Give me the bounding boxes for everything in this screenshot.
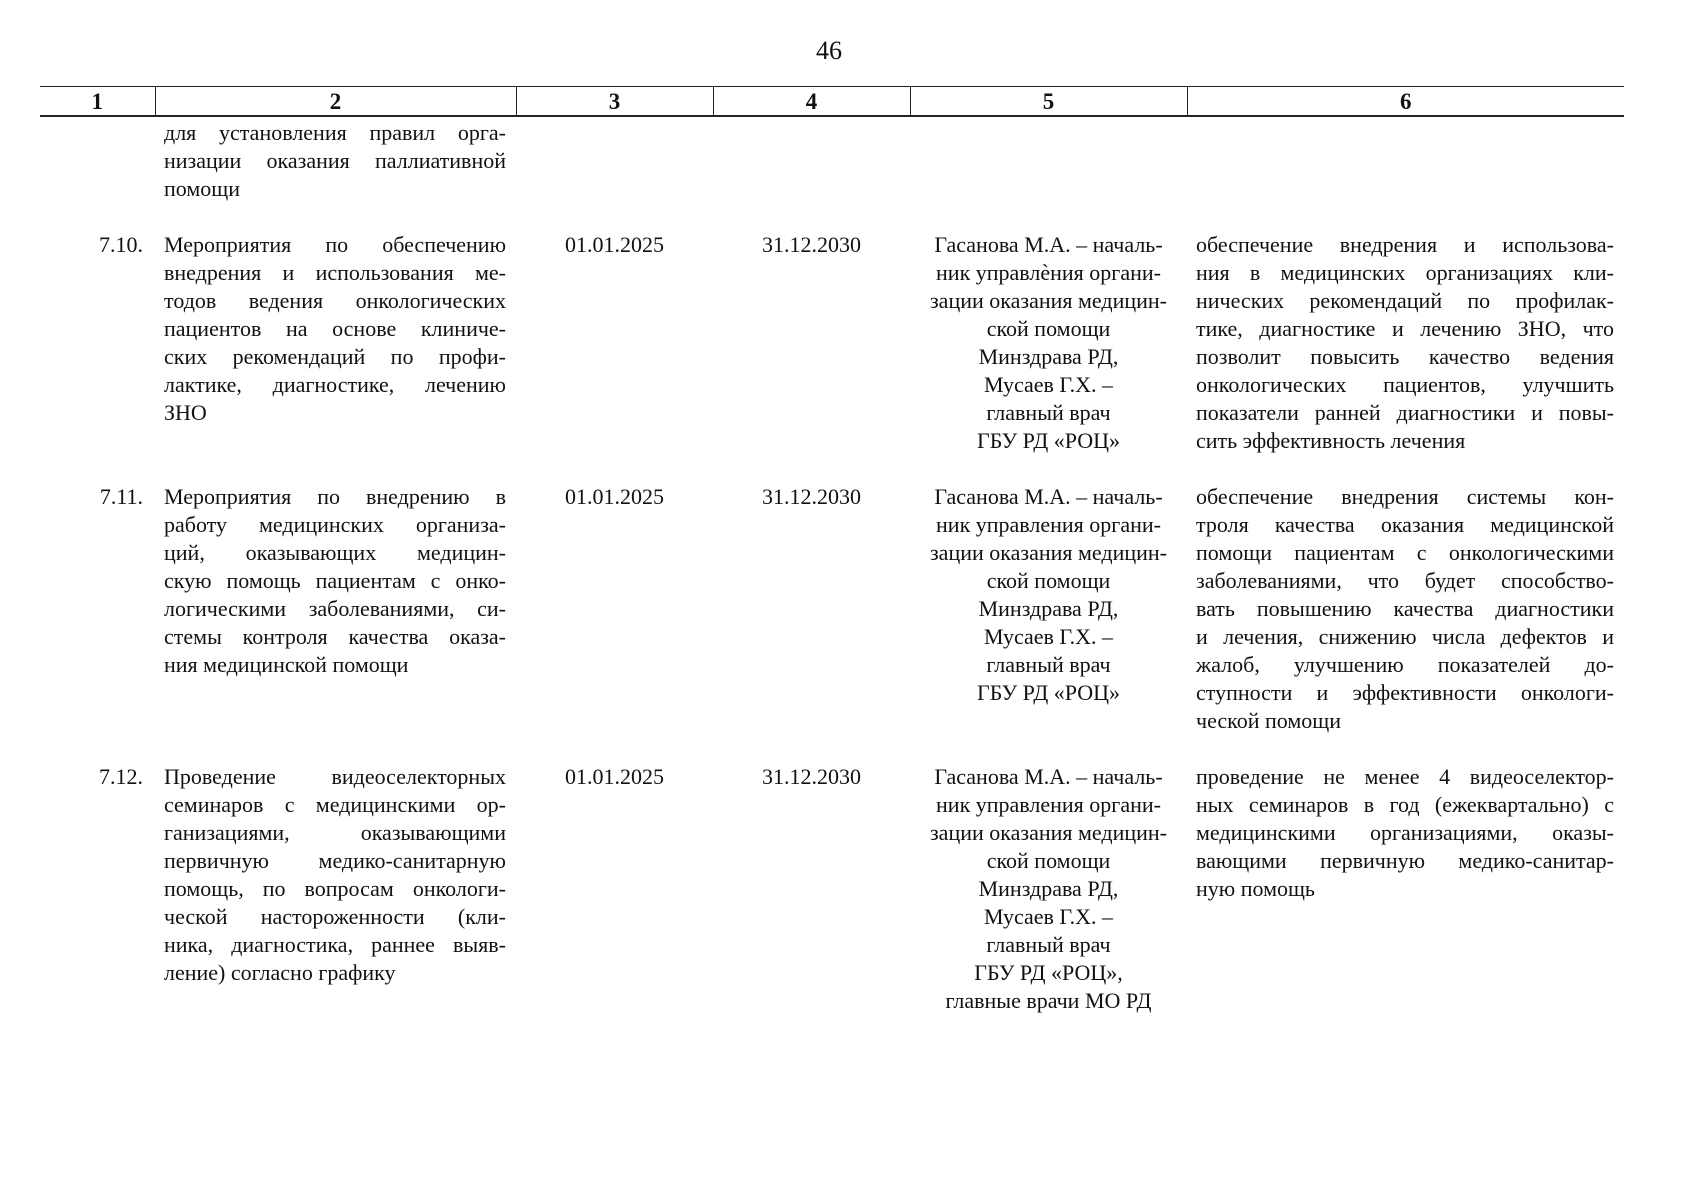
text-line: Гасанова М.А. – началь-	[934, 484, 1163, 509]
text-line: ЗНО	[164, 400, 207, 425]
text-line: ской помощи	[986, 568, 1111, 593]
row-number: 7.10.	[99, 232, 143, 257]
table-row	[40, 231, 1624, 483]
text-line: ление) согласно графику	[164, 960, 396, 985]
header-col-4: 4	[713, 87, 910, 117]
text-line: стемы контроля качества оказа-	[164, 624, 506, 649]
measure-name-cell	[155, 231, 516, 483]
expected-result-cell	[1187, 483, 1624, 763]
text-line: внедрения и использования ме-	[164, 260, 506, 285]
text-line: помощи пациентам с онкологическими	[1196, 540, 1614, 565]
text-line: троля качества оказания медицинской	[1196, 512, 1614, 537]
text-line: сить эффективность лечения	[1196, 428, 1466, 453]
text-line: пациентов на основе клиниче-	[164, 316, 506, 341]
text-line: ступности и эффективности онкологи-	[1196, 680, 1614, 705]
text-line: обеспечение внедрения и использова-	[1196, 232, 1614, 257]
text-line: ния в медицинских организациях кли-	[1196, 260, 1614, 285]
end-date: 31.12.2030	[762, 232, 861, 257]
text-line: ГБУ РД «РОЦ»	[976, 680, 1121, 705]
responsible-cell	[910, 763, 1187, 1043]
text-line: зации оказания медицин-	[929, 288, 1168, 313]
continuation-row	[40, 116, 1624, 231]
header-col-2: 2	[155, 87, 516, 117]
text-line: тодов ведения онкологических	[164, 288, 506, 313]
text-line: Минздрава РД,	[978, 876, 1119, 901]
text-line: главный врач	[986, 932, 1111, 957]
text-line: ГБУ РД «РОЦ»	[976, 428, 1121, 453]
header-col-6: 6	[1187, 87, 1624, 117]
text-line: позволит повысить качество ведения	[1196, 344, 1614, 369]
text-line: работу медицинских организа-	[164, 512, 506, 537]
start-date: 01.01.2025	[565, 764, 664, 789]
text-line: Мусаев Г.Х. –	[983, 372, 1114, 397]
text-line: медицинскими организациями, оказы-	[1196, 820, 1614, 845]
text-line: для установления правил орга-	[164, 120, 506, 145]
text-line: ГБУ РД «РОЦ»,	[974, 960, 1123, 985]
text-line: лактике, диагностике, лечению	[164, 372, 506, 397]
text-line: нических рекомендаций по профилак-	[1196, 288, 1614, 313]
text-line: скую помощь пациентам с онко-	[164, 568, 506, 593]
text-line: ской помощи	[986, 848, 1111, 873]
table-header-row	[40, 87, 1624, 117]
header-col-5: 5	[910, 87, 1187, 117]
header-col-3: 3	[516, 87, 713, 117]
row-number: 7.11.	[99, 484, 143, 509]
text-line: Гасанова М.А. – началь-	[934, 764, 1163, 789]
text-line: ций, оказывающих медицин-	[164, 540, 506, 565]
row-number: 7.12.	[99, 764, 143, 789]
text-line: Минздрава РД,	[978, 344, 1119, 369]
text-line: низации оказания паллиативной	[164, 148, 506, 173]
measures-table	[40, 86, 1624, 1043]
responsible-cell	[910, 231, 1187, 483]
text-line: ных семинаров в год (ежеквартально) с	[1196, 792, 1614, 817]
text-line: и лечения, снижению числа дефектов и	[1196, 624, 1614, 649]
continuation-name-cell	[155, 116, 516, 231]
text-line: помощи	[164, 176, 240, 201]
text-line: Мероприятия по внедрению в	[164, 484, 506, 509]
text-line: жалоб, улучшению показателей до-	[1196, 652, 1614, 677]
text-line: Проведение видеоселекторных	[164, 764, 506, 789]
text-line: ник управлѐния органи-	[936, 260, 1161, 285]
text-line: Мусаев Г.Х. –	[983, 624, 1114, 649]
text-line: ских рекомендаций по профи-	[164, 344, 506, 369]
text-line: ганизациями, оказывающими	[164, 820, 506, 845]
text-line: главные врачи МО РД	[945, 988, 1152, 1013]
text-line: семинаров с медицинскими ор-	[164, 792, 506, 817]
start-date: 01.01.2025	[565, 484, 664, 509]
table-row	[40, 483, 1624, 763]
text-line: главный врач	[986, 400, 1111, 425]
text-line: ную помощь	[1196, 876, 1315, 901]
text-line: показатели ранней диагностики и повы-	[1196, 400, 1614, 425]
expected-result-cell	[1187, 763, 1624, 1043]
text-line: ческой помощи	[1196, 708, 1341, 733]
start-date: 01.01.2025	[565, 232, 664, 257]
header-col-1: 1	[40, 87, 155, 117]
text-line: логическими заболеваниями, си-	[164, 596, 506, 621]
text-line: ник управления органи-	[936, 792, 1161, 817]
text-line: вать повышению качества диагностики	[1196, 596, 1614, 621]
text-line: обеспечение внедрения системы кон-	[1196, 484, 1614, 509]
text-line: Гасанова М.А. – началь-	[934, 232, 1163, 257]
text-line: заболеваниями, что будет способство-	[1196, 568, 1614, 593]
text-line: Минздрава РД,	[978, 596, 1119, 621]
text-line: ческой настороженности (кли-	[164, 904, 506, 929]
text-line: Мусаев Г.Х. –	[983, 904, 1114, 929]
table-row	[40, 763, 1624, 1043]
text-line: первичную медико-санитарную	[164, 848, 506, 873]
text-line: вающими первичную медико-санитар-	[1196, 848, 1614, 873]
text-line: зации оказания медицин-	[929, 540, 1168, 565]
text-line: тике, диагностике и лечению ЗНО, что	[1196, 316, 1614, 341]
text-line: проведение не менее 4 видеоселектор-	[1196, 764, 1614, 789]
text-line: зации оказания медицин-	[929, 820, 1168, 845]
expected-result-cell	[1187, 231, 1624, 483]
text-line: главный врач	[986, 652, 1111, 677]
text-line: онкологических пациентов, улучшить	[1196, 372, 1614, 397]
text-line: ника, диагностика, раннее выяв-	[164, 932, 506, 957]
end-date: 31.12.2030	[762, 764, 861, 789]
text-line: ния медицинской помощи	[164, 652, 409, 677]
text-line: Мероприятия по обеспечению	[164, 232, 506, 257]
measure-name-cell	[155, 483, 516, 763]
text-line: ской помощи	[986, 316, 1111, 341]
page-number: 46	[816, 36, 842, 65]
end-date: 31.12.2030	[762, 484, 861, 509]
text-line: ник управления органи-	[936, 512, 1161, 537]
text-line: помощь, по вопросам онкологи-	[164, 876, 506, 901]
measure-name-cell	[155, 763, 516, 1043]
responsible-cell	[910, 483, 1187, 763]
